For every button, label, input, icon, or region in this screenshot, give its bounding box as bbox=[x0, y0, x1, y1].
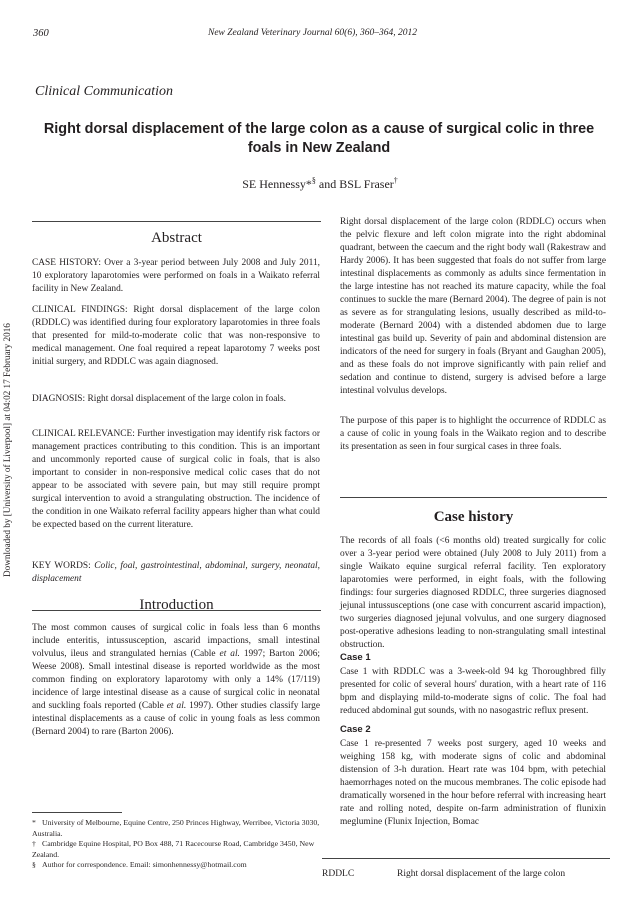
abstract-case-history: CASE HISTORY: Over a 3-year period between July 2008 and July 2011, 10 exploratory laparotomies were performed on foals in a Waikato referral facility in New Zealand. bbox=[32, 258, 320, 294]
case-history-top-rule bbox=[340, 497, 607, 498]
intro-text-part-2: 1997; Barton 2006; Weese 2008). Small intestinal disease is reported worldwide as the most common finding on exploratory laparotomy with only a 14% (17/119) incidence of large intestinal disease as a cause of surgical colic in neonatal and suckling foals reported (Cable bbox=[32, 649, 321, 711]
case-2-text: Case 1 re-presented 7 weeks post surgery, aged 10 weeks and weighing 158 kg, with moderate signs of colic and abdominal distension of 3-h duration. Heart rate was 104 bpm, with petechial haemorrhages noted on the mucous membranes. The colic episode had dramatically worsened in the hour before referral with increasing heart rate and rolling noted, despite on-farm administration of flunixin meglumine (Flunix Injection, Bomac bbox=[340, 739, 606, 827]
footnote-correspondence bbox=[32, 860, 320, 871]
abstract-keywords bbox=[32, 560, 320, 586]
abstract-top-rule bbox=[32, 221, 321, 222]
case-2-heading: Case 2 bbox=[340, 724, 371, 735]
keywords-list: Colic, foal, gastrointestinal, abdominal, surgery, neonatal, displacement bbox=[32, 561, 320, 584]
page-number: 360 bbox=[33, 28, 49, 39]
footnote-melbourne bbox=[32, 818, 320, 839]
case-history-heading: Case history bbox=[433, 509, 514, 525]
author-fraser-mark: † bbox=[393, 176, 398, 185]
rddlc-intro-paragraph: Right dorsal displacement of the large colon (RDDLC) occurs when the pelvic flexure and left colon migrate into the right abdominal quadrant, between the caecum and the right body wall (Rakestraw and Hardy 2006). It has been suggested that foals do not suffer from large intestinal displacements as commonly as adults since fermentation in the large intestine has not reached its mature capacity, while the foal continues to suckle the mare (Bernard 2004). The degree of pain is not as severe as for strangulating lesions, usually described as mild-to-moderate (Bernard 2004) with a distended abdomen due to large intestinal gas build up. Severity of pain and abdominal distension are indicators of the need for surgery in foals (Bryant and Gaughan 2005), and as these foals do not improve significantly with pain relief and sedation and continue to distend, surgery is advised before a large intestinal volvulus develops. bbox=[340, 217, 606, 396]
footnote-text: University of Melbourne, Equine Centre, 250 Princes Highway, Werribee, Victoria 3030, Australia. bbox=[32, 818, 320, 838]
abbreviation-definition: Right dorsal displacement of the large colon bbox=[397, 869, 566, 879]
journal-citation: New Zealand Veterinary Journal 60(6), 360–364, 2012 bbox=[208, 28, 417, 38]
article-title: Right dorsal displacement of the large colon as a cause of surgical colic in three foals in New Zealand bbox=[43, 121, 595, 156]
footnote-mark: * bbox=[32, 818, 36, 827]
author-line bbox=[33, 176, 607, 192]
abstract-diagnosis: DIAGNOSIS: Right dorsal displacement of the large colon in foals. bbox=[32, 394, 286, 404]
footnote-mark: † bbox=[32, 839, 36, 848]
intro-et-al-1: et al. bbox=[219, 649, 240, 659]
intro-text-part-3: 1997). Other studies classify large intestinal displacements as a cause of colic in young foals as less common (Bernard 2004) to rare (Barton 2006). bbox=[32, 701, 320, 737]
download-notice: Downloaded by [University of Liverpool] at 04:02 17 February 2016 bbox=[2, 323, 12, 577]
abstract-clinical-findings: CLINICAL FINDINGS: Right dorsal displacement of the large colon (RDDLC) was identified during four exploratory laparotomies in three foals that presented for mild-to-moderate colic that was non-responsive to medical management. One foal required a repeat laparotomy 7 weeks post initial surgery, and RDDLC was again diagnosed. bbox=[32, 305, 320, 367]
author-fraser: BSL Fraser bbox=[339, 177, 394, 191]
author-hennessy: SE Hennessy* bbox=[242, 177, 312, 191]
case-1-heading: Case 1 bbox=[340, 652, 371, 663]
case-1-text: Case 1 with RDDLC was a 3-week-old 94 kg Thoroughbred filly presented for colic of several hours' duration, with a heart rate of 116 bpm and displaying mild-to-moderate signs of colic. The foal had reduced abdominal gut sounds, with no nasogastric reflux present. bbox=[340, 667, 606, 716]
author-conjunction: and bbox=[315, 177, 340, 191]
footnote-rule bbox=[32, 812, 122, 813]
footnote-cambridge bbox=[32, 839, 320, 860]
abstract-heading: Abstract bbox=[151, 230, 202, 246]
purpose-paragraph: The purpose of this paper is to highlight the occurrence of RDDLC as a cause of colic in young foals in the Waikato region and to describe its presentation as seen in four surgical cases in three foals. bbox=[340, 416, 606, 452]
introduction-text bbox=[32, 622, 320, 739]
footnote-text: Cambridge Equine Hospital, PO Box 488, 71 Racecourse Road, Cambridge 3450, New Zealand. bbox=[32, 839, 315, 859]
introduction-heading: Introduction bbox=[139, 597, 214, 613]
section-label: Clinical Communication bbox=[35, 84, 174, 99]
intro-text-part-1: The most common causes of surgical colic in foals less than 6 months include enteritis, intussusception, ascarid impactions, small intestinal volvulus, ileus and strangulated hernias (Cable bbox=[32, 623, 320, 659]
abbreviation-term: RDDLC bbox=[322, 869, 355, 879]
case-history-text: The records of all foals (<6 months old) treated surgically for colic over a 3-year period were obtained (July 2008 to July 2011) from a single Waikato equine surgical referral facility. Ten exploratory laparotomies were performed, in eight foals, with the following findings: four surgeries diagnosed RDDLC, three surgeries diagnosed jejunal intussusceptions (one case with concurrent ascarid impaction), two surgeries diagnosed jejunal volvulus, and one surgery diagnosed post-operative adhesions leading to non-strangulating small intestinal obstruction. bbox=[340, 536, 606, 650]
author-hennessy-mark: § bbox=[311, 176, 316, 185]
footnote-text: Author for correspondence. Email: simonhennessy@hotmail.com bbox=[42, 860, 247, 869]
abstract-clinical-relevance: CLINICAL RELEVANCE: Further investigation may identify risk factors or management practices contributing to this condition. This is an important and uncommonly reported cause of surgical colic in foals, that is also important to consider in non-responsive medical colic cases that do not appear to be associated with severe pain, but may still require prompt surgical intervention to avoid a strangulating obstruction. The incidence of the condition in one Waikato referral facility appears higher than what could be expected based on the current literature. bbox=[32, 429, 320, 530]
keywords-label: KEY WORDS: bbox=[32, 561, 95, 571]
intro-et-al-2: et al. bbox=[166, 701, 187, 711]
footnote-mark: § bbox=[32, 860, 36, 869]
abbreviation-rule bbox=[322, 858, 610, 859]
